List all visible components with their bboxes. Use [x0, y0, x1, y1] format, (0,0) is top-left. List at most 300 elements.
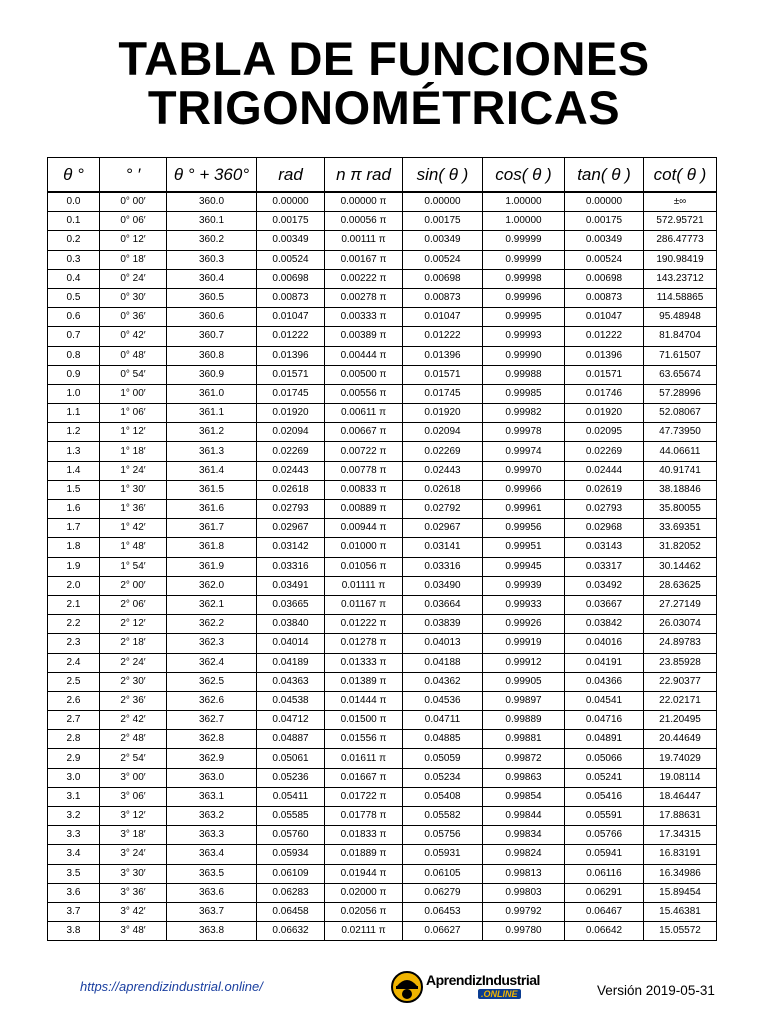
cell-tan: 0.03667 — [565, 595, 644, 614]
cell-n-pi-rad: 0.01111 π — [325, 576, 403, 595]
table-row — [48, 902, 717, 921]
cell-n-pi-rad: 0.00278 π — [325, 288, 403, 307]
table-row — [48, 653, 717, 672]
cell-deg-min: 2° 00′ — [100, 576, 167, 595]
table-row — [48, 807, 717, 826]
cell-deg-min: 3° 48′ — [100, 922, 167, 941]
cell-deg-plus-360: 360.6 — [167, 308, 257, 327]
cell-deg-plus-360: 363.1 — [167, 787, 257, 806]
cell-sin: 0.02792 — [403, 500, 483, 519]
cell-deg-min: 2° 36′ — [100, 691, 167, 710]
cell-n-pi-rad: 0.00556 π — [325, 384, 403, 403]
cell-tan: 0.02269 — [565, 442, 644, 461]
cell-sin: 0.05408 — [403, 787, 483, 806]
cell-deg-plus-360: 363.2 — [167, 807, 257, 826]
cell-tan: 0.03143 — [565, 538, 644, 557]
cell-n-pi-rad: 0.01889 π — [325, 845, 403, 864]
cell-tan: 0.02968 — [565, 519, 644, 538]
cell-cot: 24.89783 — [644, 634, 717, 653]
cell-tan: 0.04541 — [565, 691, 644, 710]
cell-cos: 0.99863 — [483, 768, 565, 787]
cell-sin: 0.01920 — [403, 404, 483, 423]
cell-deg: 0.6 — [48, 308, 100, 327]
cell-cos: 0.99951 — [483, 538, 565, 557]
cell-tan: 0.04716 — [565, 711, 644, 730]
table-row — [48, 787, 717, 806]
cell-deg: 2.1 — [48, 595, 100, 614]
cell-cot: 22.90377 — [644, 672, 717, 691]
cell-sin: 0.02269 — [403, 442, 483, 461]
header-rad: rad — [257, 158, 325, 193]
cell-tan: 0.00698 — [565, 269, 644, 288]
cell-n-pi-rad: 0.01722 π — [325, 787, 403, 806]
cell-sin: 0.00000 — [403, 192, 483, 212]
cell-cos: 0.99993 — [483, 327, 565, 346]
cell-deg-plus-360: 363.3 — [167, 826, 257, 845]
cell-deg: 2.4 — [48, 653, 100, 672]
cell-deg: 2.6 — [48, 691, 100, 710]
cell-sin: 0.01745 — [403, 384, 483, 403]
cell-deg-plus-360: 362.9 — [167, 749, 257, 768]
cell-tan: 0.02095 — [565, 423, 644, 442]
cell-deg-min: 0° 54′ — [100, 365, 167, 384]
cell-deg-plus-360: 363.5 — [167, 864, 257, 883]
cell-sin: 0.04711 — [403, 711, 483, 730]
cell-cos: 0.99970 — [483, 461, 565, 480]
cell-tan: 0.05591 — [565, 807, 644, 826]
cell-n-pi-rad: 0.02111 π — [325, 922, 403, 941]
cell-cot: 19.74029 — [644, 749, 717, 768]
cell-n-pi-rad: 0.02000 π — [325, 883, 403, 902]
cell-rad: 0.01745 — [257, 384, 325, 403]
cell-cos: 0.99998 — [483, 269, 565, 288]
cell-sin: 0.00698 — [403, 269, 483, 288]
cell-deg: 1.3 — [48, 442, 100, 461]
cell-deg-plus-360: 360.9 — [167, 365, 257, 384]
cell-tan: 0.01920 — [565, 404, 644, 423]
cell-rad: 0.03142 — [257, 538, 325, 557]
cell-n-pi-rad: 0.00833 π — [325, 480, 403, 499]
cell-cos: 0.99803 — [483, 883, 565, 902]
table-row — [48, 346, 717, 365]
cell-deg: 1.1 — [48, 404, 100, 423]
cell-cot: 38.18846 — [644, 480, 717, 499]
cell-deg-min: 0° 42′ — [100, 327, 167, 346]
version-label: Versión 2019-05-31 — [597, 983, 715, 998]
cell-deg-min: 1° 30′ — [100, 480, 167, 499]
cell-sin: 0.04362 — [403, 672, 483, 691]
cell-cot: 17.88631 — [644, 807, 717, 826]
cell-deg-min: 0° 48′ — [100, 346, 167, 365]
cell-n-pi-rad: 0.00944 π — [325, 519, 403, 538]
cell-deg: 0.9 — [48, 365, 100, 384]
cell-tan: 0.02619 — [565, 480, 644, 499]
table-row — [48, 212, 717, 231]
cell-deg: 0.1 — [48, 212, 100, 231]
cell-cos: 0.99834 — [483, 826, 565, 845]
cell-n-pi-rad: 0.00722 π — [325, 442, 403, 461]
cell-rad: 0.04887 — [257, 730, 325, 749]
table-row — [48, 500, 717, 519]
cell-cos: 0.99995 — [483, 308, 565, 327]
cell-sin: 0.05931 — [403, 845, 483, 864]
cell-cos: 0.99988 — [483, 365, 565, 384]
cell-rad: 0.01571 — [257, 365, 325, 384]
cell-n-pi-rad: 0.01611 π — [325, 749, 403, 768]
cell-deg: 1.5 — [48, 480, 100, 499]
cell-rad: 0.01222 — [257, 327, 325, 346]
cell-cot: 22.02171 — [644, 691, 717, 710]
cell-deg-min: 0° 24′ — [100, 269, 167, 288]
header-sin: sin( θ ) — [403, 158, 483, 193]
table-row — [48, 192, 717, 212]
cell-n-pi-rad: 0.01167 π — [325, 595, 403, 614]
cell-rad: 0.05760 — [257, 826, 325, 845]
cell-deg-min: 1° 54′ — [100, 557, 167, 576]
cell-n-pi-rad: 0.01556 π — [325, 730, 403, 749]
cell-deg: 1.6 — [48, 500, 100, 519]
cell-cot: 19.08114 — [644, 768, 717, 787]
trig-table — [47, 157, 717, 941]
cell-n-pi-rad: 0.00222 π — [325, 269, 403, 288]
cell-n-pi-rad: 0.00500 π — [325, 365, 403, 384]
cell-sin: 0.02094 — [403, 423, 483, 442]
cell-deg-min: 1° 42′ — [100, 519, 167, 538]
cell-n-pi-rad: 0.01389 π — [325, 672, 403, 691]
table-row — [48, 922, 717, 941]
cell-cot: 30.14462 — [644, 557, 717, 576]
cell-rad: 0.04014 — [257, 634, 325, 653]
cell-deg-min: 1° 00′ — [100, 384, 167, 403]
cell-cot: 35.80055 — [644, 500, 717, 519]
cell-deg: 0.3 — [48, 250, 100, 269]
cell-n-pi-rad: 0.00056 π — [325, 212, 403, 231]
cell-deg-plus-360: 360.7 — [167, 327, 257, 346]
cell-deg-plus-360: 363.6 — [167, 883, 257, 902]
cell-deg-min: 3° 00′ — [100, 768, 167, 787]
cell-tan: 0.06642 — [565, 922, 644, 941]
cell-deg-min: 2° 06′ — [100, 595, 167, 614]
cell-n-pi-rad: 0.01444 π — [325, 691, 403, 710]
cell-rad: 0.03665 — [257, 595, 325, 614]
cell-sin: 0.02967 — [403, 519, 483, 538]
cell-n-pi-rad: 0.00611 π — [325, 404, 403, 423]
cell-cos: 0.99780 — [483, 922, 565, 941]
cell-sin: 0.03316 — [403, 557, 483, 576]
cell-cot: ±∞ — [644, 192, 717, 212]
cell-cos: 0.99966 — [483, 480, 565, 499]
table-row — [48, 730, 717, 749]
cell-deg-plus-360: 361.5 — [167, 480, 257, 499]
cell-deg-plus-360: 361.1 — [167, 404, 257, 423]
cell-cos: 0.99926 — [483, 615, 565, 634]
cell-deg-min: 1° 12′ — [100, 423, 167, 442]
website-link[interactable]: https://aprendizindustrial.online/ — [80, 979, 263, 994]
cell-cot: 40.91741 — [644, 461, 717, 480]
cell-cos: 0.99978 — [483, 423, 565, 442]
cell-cos: 0.99844 — [483, 807, 565, 826]
cell-deg-plus-360: 362.8 — [167, 730, 257, 749]
cell-cot: 16.83191 — [644, 845, 717, 864]
cell-sin: 0.02443 — [403, 461, 483, 480]
cell-deg: 0.5 — [48, 288, 100, 307]
cell-deg-plus-360: 361.2 — [167, 423, 257, 442]
cell-cot: 16.34986 — [644, 864, 717, 883]
cell-cot: 20.44649 — [644, 730, 717, 749]
cell-deg-min: 3° 42′ — [100, 902, 167, 921]
cell-sin: 0.04536 — [403, 691, 483, 710]
cell-deg: 3.0 — [48, 768, 100, 787]
header-deg-min: ° ′ — [100, 158, 167, 193]
cell-n-pi-rad: 0.00333 π — [325, 308, 403, 327]
cell-cot: 47.73950 — [644, 423, 717, 442]
table-row — [48, 749, 717, 768]
cell-deg-min: 0° 36′ — [100, 308, 167, 327]
cell-deg-plus-360: 362.1 — [167, 595, 257, 614]
cell-n-pi-rad: 0.01222 π — [325, 615, 403, 634]
cell-deg-min: 2° 42′ — [100, 711, 167, 730]
table-row — [48, 672, 717, 691]
cell-deg: 1.4 — [48, 461, 100, 480]
cell-deg-min: 0° 00′ — [100, 192, 167, 212]
cell-sin: 0.03141 — [403, 538, 483, 557]
cell-n-pi-rad: 0.00389 π — [325, 327, 403, 346]
cell-n-pi-rad: 0.01778 π — [325, 807, 403, 826]
cell-deg: 3.5 — [48, 864, 100, 883]
header-cot: cot( θ ) — [644, 158, 717, 193]
cell-sin: 0.02618 — [403, 480, 483, 499]
cell-cos: 0.99990 — [483, 346, 565, 365]
cell-tan: 0.00000 — [565, 192, 644, 212]
cell-cot: 95.48948 — [644, 308, 717, 327]
cell-cos: 1.00000 — [483, 212, 565, 231]
cell-rad: 0.05236 — [257, 768, 325, 787]
cell-tan: 0.06467 — [565, 902, 644, 921]
cell-deg: 2.7 — [48, 711, 100, 730]
cell-deg-min: 1° 48′ — [100, 538, 167, 557]
cell-deg-min: 3° 24′ — [100, 845, 167, 864]
cell-rad: 0.00000 — [257, 192, 325, 212]
cell-cot: 143.23712 — [644, 269, 717, 288]
cell-sin: 0.05756 — [403, 826, 483, 845]
cell-rad: 0.02793 — [257, 500, 325, 519]
cell-deg: 0.2 — [48, 231, 100, 250]
cell-cos: 0.99982 — [483, 404, 565, 423]
cell-deg: 0.8 — [48, 346, 100, 365]
cell-deg-min: 3° 30′ — [100, 864, 167, 883]
cell-tan: 0.05941 — [565, 845, 644, 864]
cell-cos: 0.99912 — [483, 653, 565, 672]
cell-rad: 0.03840 — [257, 615, 325, 634]
cell-tan: 0.05766 — [565, 826, 644, 845]
cell-deg-plus-360: 360.1 — [167, 212, 257, 231]
header-cos: cos( θ ) — [483, 158, 565, 193]
cell-rad: 0.03491 — [257, 576, 325, 595]
cell-deg-min: 0° 18′ — [100, 250, 167, 269]
cell-deg: 0.0 — [48, 192, 100, 212]
cell-tan: 0.05416 — [565, 787, 644, 806]
table-body — [48, 192, 717, 941]
cell-cot: 33.69351 — [644, 519, 717, 538]
cell-deg-min: 3° 18′ — [100, 826, 167, 845]
cell-deg-plus-360: 363.8 — [167, 922, 257, 941]
cell-tan: 0.06116 — [565, 864, 644, 883]
cell-deg: 1.7 — [48, 519, 100, 538]
table-row — [48, 423, 717, 442]
cell-tan: 0.06291 — [565, 883, 644, 902]
cell-rad: 0.06283 — [257, 883, 325, 902]
table-row — [48, 384, 717, 403]
cell-sin: 0.03490 — [403, 576, 483, 595]
cell-rad: 0.02094 — [257, 423, 325, 442]
cell-cos: 0.99999 — [483, 231, 565, 250]
cell-deg-min: 0° 12′ — [100, 231, 167, 250]
cell-cot: 286.47773 — [644, 231, 717, 250]
cell-cot: 63.65674 — [644, 365, 717, 384]
cell-n-pi-rad: 0.01000 π — [325, 538, 403, 557]
cell-cot: 44.06611 — [644, 442, 717, 461]
cell-cos: 0.99919 — [483, 634, 565, 653]
cell-cos: 0.99889 — [483, 711, 565, 730]
cell-deg-plus-360: 362.6 — [167, 691, 257, 710]
cell-sin: 0.00349 — [403, 231, 483, 250]
cell-deg-plus-360: 361.7 — [167, 519, 257, 538]
cell-deg-min: 1° 36′ — [100, 500, 167, 519]
header-deg: θ ° — [48, 158, 100, 193]
cell-cot: 27.27149 — [644, 595, 717, 614]
cell-sin: 0.03664 — [403, 595, 483, 614]
page-title — [0, 34, 768, 132]
table-row — [48, 327, 717, 346]
cell-n-pi-rad: 0.01667 π — [325, 768, 403, 787]
cell-tan: 0.00349 — [565, 231, 644, 250]
cell-cot: 190.98419 — [644, 250, 717, 269]
cell-rad: 0.02618 — [257, 480, 325, 499]
cell-deg: 3.2 — [48, 807, 100, 826]
cell-cos: 0.99933 — [483, 595, 565, 614]
table-row — [48, 442, 717, 461]
cell-cos: 0.99945 — [483, 557, 565, 576]
cell-cot: 15.05572 — [644, 922, 717, 941]
cell-deg-min: 2° 30′ — [100, 672, 167, 691]
table-row — [48, 365, 717, 384]
cell-deg-min: 3° 12′ — [100, 807, 167, 826]
cell-rad: 0.02967 — [257, 519, 325, 538]
cell-cos: 0.99961 — [483, 500, 565, 519]
table-header-row — [48, 158, 717, 193]
cell-n-pi-rad: 0.00000 π — [325, 192, 403, 212]
cell-rad: 0.01396 — [257, 346, 325, 365]
title-line-2: TRIGONOMÉTRICAS — [147, 81, 621, 134]
header-tan: tan( θ ) — [565, 158, 644, 193]
cell-deg-plus-360: 361.0 — [167, 384, 257, 403]
cell-deg: 0.7 — [48, 327, 100, 346]
cell-n-pi-rad: 0.01056 π — [325, 557, 403, 576]
cell-sin: 0.05059 — [403, 749, 483, 768]
brand-logo — [390, 970, 540, 1006]
cell-rad: 0.01047 — [257, 308, 325, 327]
cell-deg: 0.4 — [48, 269, 100, 288]
cell-tan: 0.03842 — [565, 615, 644, 634]
cell-cos: 0.99996 — [483, 288, 565, 307]
cell-tan: 0.00873 — [565, 288, 644, 307]
cell-sin: 0.01571 — [403, 365, 483, 384]
cell-deg: 1.8 — [48, 538, 100, 557]
cell-cos: 0.99939 — [483, 576, 565, 595]
cell-rad: 0.02269 — [257, 442, 325, 461]
cell-deg-min: 1° 18′ — [100, 442, 167, 461]
cell-deg-plus-360: 363.7 — [167, 902, 257, 921]
cell-tan: 0.04191 — [565, 653, 644, 672]
cell-tan: 0.03492 — [565, 576, 644, 595]
cell-n-pi-rad: 0.00889 π — [325, 500, 403, 519]
cell-rad: 0.05934 — [257, 845, 325, 864]
cell-rad: 0.04538 — [257, 691, 325, 710]
cell-cos: 0.99905 — [483, 672, 565, 691]
cell-rad: 0.00175 — [257, 212, 325, 231]
cell-deg-min: 1° 06′ — [100, 404, 167, 423]
cell-sin: 0.06279 — [403, 883, 483, 902]
cell-sin: 0.00524 — [403, 250, 483, 269]
cell-deg: 3.3 — [48, 826, 100, 845]
table-row — [48, 883, 717, 902]
table-row — [48, 576, 717, 595]
cell-deg-plus-360: 361.4 — [167, 461, 257, 480]
table-row — [48, 691, 717, 710]
cell-tan: 0.03317 — [565, 557, 644, 576]
cell-cos: 1.00000 — [483, 192, 565, 212]
cell-cot: 114.58865 — [644, 288, 717, 307]
cell-deg-min: 2° 24′ — [100, 653, 167, 672]
table-row — [48, 250, 717, 269]
cell-deg-plus-360: 360.3 — [167, 250, 257, 269]
cell-n-pi-rad: 0.02056 π — [325, 902, 403, 921]
cell-tan: 0.00524 — [565, 250, 644, 269]
table-row — [48, 480, 717, 499]
cell-rad: 0.04712 — [257, 711, 325, 730]
table-row — [48, 711, 717, 730]
cell-cos: 0.99985 — [483, 384, 565, 403]
cell-cos: 0.99792 — [483, 902, 565, 921]
cell-cot: 81.84704 — [644, 327, 717, 346]
table-row — [48, 461, 717, 480]
cell-cot: 15.46381 — [644, 902, 717, 921]
cell-cos: 0.99813 — [483, 864, 565, 883]
table-row — [48, 404, 717, 423]
cell-tan: 0.01746 — [565, 384, 644, 403]
cell-rad: 0.05411 — [257, 787, 325, 806]
cell-deg: 3.6 — [48, 883, 100, 902]
logo-wordmark: AprendizIndustrial — [426, 972, 540, 988]
cell-deg-min: 2° 48′ — [100, 730, 167, 749]
cell-deg-plus-360: 363.0 — [167, 768, 257, 787]
cell-deg-min: 0° 30′ — [100, 288, 167, 307]
table-row — [48, 269, 717, 288]
cell-rad: 0.00349 — [257, 231, 325, 250]
table-row — [48, 864, 717, 883]
cell-deg-plus-360: 363.4 — [167, 845, 257, 864]
cell-deg-min: 3° 06′ — [100, 787, 167, 806]
cell-deg-plus-360: 361.6 — [167, 500, 257, 519]
cell-deg-plus-360: 361.8 — [167, 538, 257, 557]
cell-deg: 2.0 — [48, 576, 100, 595]
cell-tan: 0.01047 — [565, 308, 644, 327]
cell-sin: 0.04885 — [403, 730, 483, 749]
cell-cot: 71.61507 — [644, 346, 717, 365]
cell-n-pi-rad: 0.00667 π — [325, 423, 403, 442]
cell-deg: 2.2 — [48, 615, 100, 634]
cell-n-pi-rad: 0.01333 π — [325, 653, 403, 672]
